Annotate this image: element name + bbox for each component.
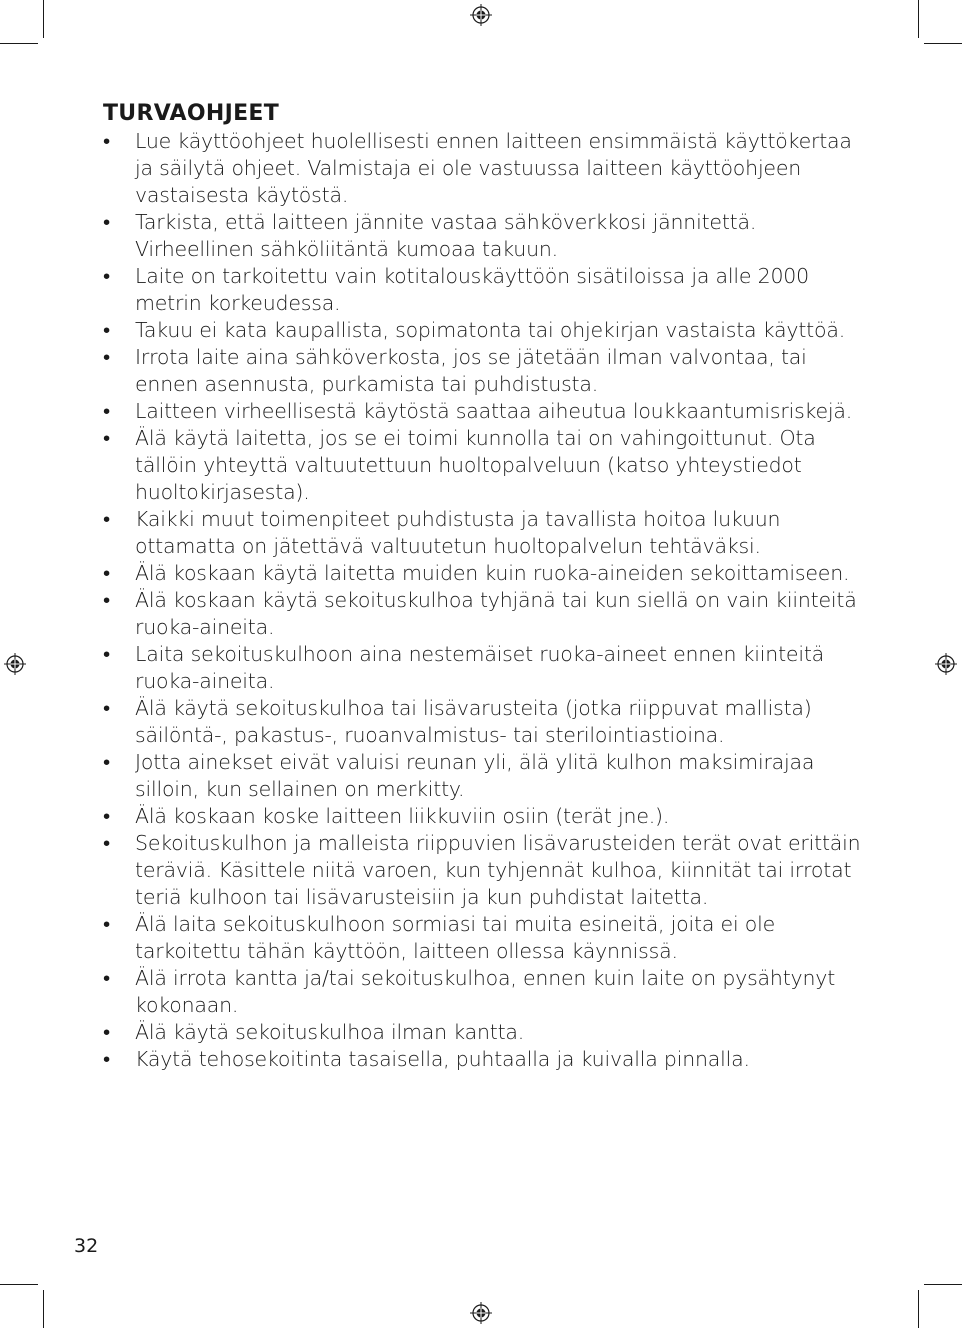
list-item: • Laite on tarkoitettu vain kotitalouskäyttöön sisätiloissa ja alle 2000 metrin korkeudessa. — [103, 263, 863, 317]
crop-mark-bottom-right-vertical — [918, 1290, 919, 1328]
list-item: • Älä koskaan koske laitteen liikkuviin osiin (terät jne.). — [103, 803, 863, 830]
list-item: • Älä käytä sekoituskulhoa tai lisävarusteita (jotka riippuvat mallista) säilöntä-, pakastus-, ruoanvalmistus- tai sterilointiastioina. — [103, 695, 863, 749]
list-item: • Älä irrota kantta ja/tai sekoituskulhoa, ennen kuin laite on pysähtynyt kokonaan. — [103, 965, 863, 1019]
registration-mark-icon — [470, 4, 492, 26]
list-item: • Takuu ei kata kaupallista, sopimatonta tai ohjekirjan vastaista käyttöä. — [103, 317, 863, 344]
crop-mark-bottom-left-horizontal — [0, 1284, 38, 1285]
registration-mark-icon — [935, 653, 957, 675]
crop-mark-top-right-vertical — [918, 0, 919, 38]
crop-mark-top-right-horizontal — [924, 43, 962, 44]
list-item: • Sekoituskulhon ja malleista riippuvien lisävarusteiden terät ovat erittäin teräviä. Käsittele niitä varoen, kun tyhjennät kulhoa, kiinnität tai irrotat teriä kulhoon tai lisävarusteisiin ja kun puhdistat laitetta. — [103, 830, 863, 911]
safety-instructions — [103, 100, 863, 1073]
list-item: • Kaikki muut toimenpiteet puhdistusta ja tavallista hoitoa lukuun ottamatta on jätettävä valtuutetun huoltopalvelun tehtäväksi. — [103, 506, 863, 560]
page-number: 32 — [74, 1235, 99, 1257]
crop-mark-bottom-left-vertical — [43, 1290, 44, 1328]
list-item: • Tarkista, että laitteen jännite vastaa sähköverkkosi jännitettä. Virheellinen sähköliitäntä kumoaa takuun. — [103, 209, 863, 263]
list-item: • Älä laita sekoituskulhoon sormiasi tai muita esineitä, joita ei ole tarkoitettu tähän käyttöön, laitteen ollessa käynnissä. — [103, 911, 863, 965]
safety-list — [103, 128, 863, 1073]
list-item: • Laitteen virheellisestä käytöstä saattaa aiheutua loukkaantumisriskejä. — [103, 398, 863, 425]
crop-mark-bottom-right-horizontal — [924, 1284, 962, 1285]
registration-mark-icon — [4, 653, 26, 675]
crop-mark-top-left-horizontal — [0, 43, 38, 44]
page-title: TURVAOHJEET — [103, 101, 280, 126]
list-item: • Älä koskaan käytä laitetta muiden kuin ruoka-aineiden sekoittamiseen. — [103, 560, 863, 587]
registration-mark-icon — [470, 1302, 492, 1324]
crop-mark-top-left-vertical — [43, 0, 44, 38]
list-item: • Laita sekoituskulhoon aina nestemäiset ruoka-aineet ennen kiinteitä ruoka-aineita. — [103, 641, 863, 695]
list-item: • Älä käytä laitetta, jos se ei toimi kunnolla tai on vahingoittunut. Ota tällöin yhteyttä valtuutettuun huoltopalveluun (katso yhteystiedot huoltokirjasesta). — [103, 425, 863, 506]
list-item: • Älä käytä sekoituskulhoa ilman kantta. — [103, 1019, 863, 1046]
list-item: • Irrota laite aina sähköverkosta, jos se jätetään ilman valvontaa, tai ennen asennusta, purkamista tai puhdistusta. — [103, 344, 863, 398]
list-item: • Käytä tehosekoitinta tasaisella, puhtaalla ja kuivalla pinnalla. — [103, 1046, 863, 1073]
list-item: • Jotta ainekset eivät valuisi reunan yli, älä ylitä kulhon maksimirajaa silloin, kun sellainen on merkitty. — [103, 749, 863, 803]
list-item: • Älä koskaan käytä sekoituskulhoa tyhjänä tai kun siellä on vain kiinteitä ruoka-aineita. — [103, 587, 863, 641]
list-item: • Lue käyttöohjeet huolellisesti ennen laitteen ensimmäistä käyttökertaa ja säilytä ohjeet. Valmistaja ei ole vastuussa laitteen käyttöohjeen vastaisesta käytöstä. — [103, 128, 863, 209]
